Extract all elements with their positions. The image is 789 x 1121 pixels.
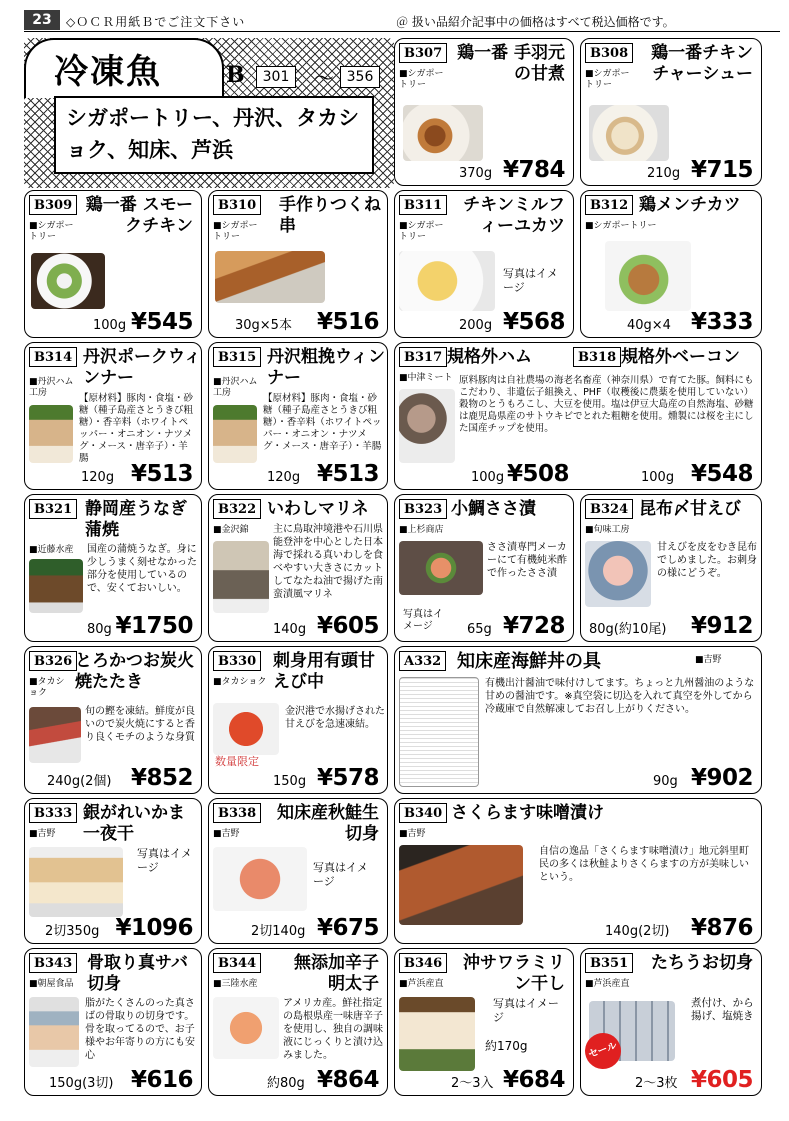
price: ¥616 bbox=[130, 1067, 193, 1093]
maker-label: ■吉野 bbox=[213, 829, 240, 839]
image-note: 写真はイメージ bbox=[313, 861, 368, 888]
product-code: B326 bbox=[29, 651, 77, 671]
product-name: 鶏一番 手羽元の甘煮 bbox=[457, 43, 565, 84]
product-name: 静岡産うなぎ蒲焼 bbox=[85, 499, 187, 540]
maker-label: ■吉野 bbox=[399, 829, 426, 839]
quantity: 2切140g bbox=[251, 924, 306, 939]
quantity: 120g bbox=[267, 470, 301, 485]
maker-label: ■金沢錦 bbox=[213, 525, 249, 535]
product-name: 知床産海鮮丼の具 bbox=[457, 651, 601, 672]
product-photo bbox=[399, 997, 475, 1071]
product-name: 昆布〆甘えび bbox=[639, 499, 741, 519]
sale-badge: セール bbox=[580, 1028, 626, 1074]
product-photo bbox=[213, 541, 269, 613]
price: ¥578 bbox=[316, 765, 379, 791]
price: ¥513 bbox=[316, 461, 379, 487]
product-name: 手作りつくね串 bbox=[279, 195, 381, 236]
product-code: B314 bbox=[29, 347, 77, 367]
price: ¥1750 bbox=[115, 613, 193, 639]
product-card[interactable] bbox=[208, 190, 388, 338]
quantity: 100g bbox=[471, 470, 505, 485]
product-name: 骨取り真サバ切身 bbox=[87, 953, 188, 994]
product-name: 刺身用有頭甘えび中 bbox=[273, 651, 375, 692]
quantity: 2～3入 bbox=[451, 1076, 494, 1091]
price: ¥864 bbox=[316, 1067, 379, 1093]
product-description: 甘えびを皮をむき昆布でしめました。お刺身の様にどうぞ。 bbox=[657, 542, 757, 579]
product-code: B311 bbox=[399, 195, 447, 215]
price: ¥333 bbox=[690, 309, 753, 335]
quantity: 150g(3切) bbox=[49, 1076, 114, 1091]
product-card[interactable] bbox=[208, 646, 388, 794]
maker-list: シガポートリー、丹沢、タカショク、知床、芦浜 bbox=[54, 96, 374, 174]
product-description: 旬の鰹を凍結。鮮度が良いので炭火焼にすると香り良くモチのような身質 bbox=[85, 706, 195, 743]
product-card[interactable] bbox=[208, 798, 388, 944]
price: ¥728 bbox=[502, 613, 565, 639]
maker-label: ■シガポートリー bbox=[585, 69, 630, 90]
product-card[interactable] bbox=[394, 190, 574, 338]
ocr-note: ◇ＯＣＲ用紙Ｂでご注文下さい bbox=[66, 15, 246, 29]
weight-note: 約170g bbox=[485, 1039, 528, 1053]
quantity: 100g bbox=[641, 470, 675, 485]
product-card[interactable] bbox=[24, 342, 202, 490]
maker-label: ■朝屋食品 bbox=[29, 979, 74, 989]
limited-quantity-note: 数量限定 bbox=[215, 755, 259, 768]
quantity: 2～3枚 bbox=[635, 1076, 678, 1091]
product-description: 原料豚肉は自社農場の海老名畜産（神奈川県）で育てた豚。飼料にもこだわり、非遺伝子組換え、PHF（収穫後に農薬を使用していない）穀物のとうもろこし、大豆を使用。塩は伊豆大島産の自然海塩、砂糖は鹿児島県産のサトウキビでとれた粗糖を使用。燻製には桜を主にした国産チップを使用。 bbox=[459, 375, 754, 434]
quantity: 80g(約10尾) bbox=[589, 622, 667, 637]
product-code: B321 bbox=[29, 499, 77, 519]
maker-label: ■旬味工房 bbox=[585, 525, 630, 535]
product-code: B322 bbox=[213, 499, 261, 519]
price: ¥876 bbox=[690, 915, 753, 941]
product-photo bbox=[31, 253, 105, 309]
quantity: 140g(2切) bbox=[605, 924, 670, 939]
product-code: B310 bbox=[213, 195, 261, 215]
product-code: B330 bbox=[213, 651, 261, 671]
code-from: 301 bbox=[256, 66, 296, 88]
product-photo bbox=[215, 251, 325, 303]
product-card[interactable] bbox=[208, 948, 388, 1096]
product-name: 丹沢ポークウィンナー bbox=[83, 347, 201, 388]
quantity: 30g×5本 bbox=[235, 318, 292, 333]
product-name: 銀がれいかま一夜干 bbox=[83, 803, 185, 844]
quantity: 150g bbox=[273, 774, 307, 789]
maker-label: ■吉野 bbox=[695, 655, 722, 665]
price: ¥513 bbox=[130, 461, 193, 487]
image-note: 写真はイメージ bbox=[403, 609, 443, 632]
product-photo bbox=[399, 389, 455, 463]
quantity: 240g(2個) bbox=[47, 774, 112, 789]
maker-label: ■シガポートリー bbox=[399, 221, 444, 242]
product-name: チキンミルフィーユカツ bbox=[463, 195, 565, 236]
code-letter: B bbox=[226, 62, 245, 88]
product-code: B309 bbox=[29, 195, 77, 215]
product-code: B351 bbox=[585, 953, 633, 973]
maker-label: ■上杉商店 bbox=[399, 525, 444, 535]
maker-label: ■シガポートリー bbox=[585, 221, 657, 231]
product-card[interactable] bbox=[208, 342, 388, 490]
maker-label: ■三陸水産 bbox=[213, 979, 258, 989]
product-photo bbox=[589, 105, 669, 161]
product-code: A332 bbox=[399, 651, 446, 671]
price: ¥715 bbox=[690, 157, 753, 183]
product-name: たちうお切身 bbox=[651, 953, 753, 973]
product-code: B312 bbox=[585, 195, 633, 215]
product-name: 鶏一番 スモークチキン bbox=[85, 195, 193, 236]
maker-label: ■タカショク bbox=[213, 677, 267, 687]
product-code: B307 bbox=[399, 43, 447, 63]
product-photo bbox=[29, 405, 73, 463]
maker-label: ■タカショク bbox=[29, 677, 65, 698]
quantity: 40g×4 bbox=[627, 318, 671, 333]
product-card[interactable] bbox=[580, 948, 762, 1096]
product-card[interactable] bbox=[24, 190, 202, 338]
quantity: 210g bbox=[647, 166, 681, 181]
product-name: 知床産秋鮭生切身 bbox=[277, 803, 379, 844]
product-card[interactable] bbox=[580, 190, 762, 338]
product-description: 【原材料】豚肉・食塩・砂糖（種子島産さとうきび粗糖）・香辛料（ホワイトペッパー・オニオン・ナツメグ・メース・唐辛子）・羊腸 bbox=[263, 393, 382, 452]
product-photo bbox=[29, 847, 123, 917]
product-photo bbox=[213, 997, 279, 1059]
product-card[interactable] bbox=[24, 494, 202, 642]
product-photo bbox=[29, 997, 79, 1067]
price-note: ＠ 扱い品紹介記事中の価格はすべて税込価格です。 bbox=[396, 15, 675, 29]
product-description: 金沢港で水揚げされた甘えびを急速凍結。 bbox=[285, 706, 385, 730]
product-code: B344 bbox=[213, 953, 261, 973]
product-name: いわしマリネ bbox=[267, 499, 369, 519]
product-card[interactable] bbox=[394, 646, 762, 794]
product-name: 小鯛ささ漬 bbox=[451, 499, 536, 519]
price: ¥605 bbox=[690, 1067, 753, 1093]
maker-label: ■丹沢ハム工房 bbox=[213, 377, 258, 398]
price: ¥852 bbox=[130, 765, 193, 791]
code-tilde: ～ bbox=[314, 66, 334, 90]
product-card[interactable] bbox=[580, 38, 762, 186]
image-note: 写真はイメージ bbox=[493, 997, 559, 1024]
product-photo bbox=[403, 105, 483, 161]
product-card[interactable] bbox=[394, 948, 574, 1096]
price: ¥902 bbox=[690, 765, 753, 791]
product-photo bbox=[29, 707, 81, 763]
product-name: 丹沢粗挽ウィンナー bbox=[267, 347, 385, 388]
top-bar bbox=[24, 10, 780, 32]
product-card[interactable] bbox=[394, 38, 574, 186]
product-description: 主に鳥取沖境港や石川県能登沖を中心とした日本海で採れる真いわしを食べやすい大きさにカットしてなたね油で揚げた南蛮漬風マリネ bbox=[273, 524, 383, 600]
product-name: 規格外ベーコン bbox=[621, 347, 740, 367]
product-card[interactable] bbox=[24, 948, 202, 1096]
quantity: 200g bbox=[459, 318, 493, 333]
product-code: B338 bbox=[213, 803, 261, 823]
product-description: 脂がたくさんのった真さばの骨取りの切身です。骨を取ってるので、お子様やお年寄りの方にも安心 bbox=[85, 998, 195, 1061]
product-label-photo bbox=[399, 677, 479, 787]
price: ¥912 bbox=[690, 613, 753, 639]
product-photo bbox=[213, 405, 257, 463]
product-card[interactable] bbox=[24, 798, 202, 944]
product-name: 鶏一番チキンチャーシュー bbox=[651, 43, 753, 84]
product-photo bbox=[399, 251, 495, 311]
product-code: B343 bbox=[29, 953, 77, 973]
product-photo bbox=[399, 845, 523, 925]
product-name: 無添加辛子明太子 bbox=[294, 953, 379, 994]
product-photo bbox=[605, 241, 691, 311]
product-name: とろかつお炭火焼たたき bbox=[75, 651, 194, 692]
quantity: 90g bbox=[653, 774, 678, 789]
product-card[interactable] bbox=[208, 494, 388, 642]
price: ¥684 bbox=[502, 1067, 565, 1093]
quantity: 80g bbox=[87, 622, 112, 637]
maker-label: ■丹沢ハム工房 bbox=[29, 377, 74, 398]
product-code: B333 bbox=[29, 803, 77, 823]
product-description: 煮付け、から揚げ、塩焼き bbox=[691, 997, 754, 1022]
product-card[interactable] bbox=[394, 342, 762, 490]
page-number: 23 bbox=[24, 10, 60, 30]
product-code: B317 bbox=[399, 347, 447, 367]
quantity: 140g bbox=[273, 622, 307, 637]
quantity: 約80g bbox=[267, 1076, 305, 1091]
product-name: 規格外ハム bbox=[447, 347, 532, 367]
quantity: 2切350g bbox=[45, 924, 100, 939]
product-description: 有機出汁醤油で味付けしてます。ちょっと九州醤油のような甘めの醤油です。※真空袋に切込を入れて真空を外してから冷蔵庫で自然解凍してお召し上がりください。 bbox=[485, 678, 755, 715]
price: ¥548 bbox=[690, 461, 753, 487]
price: ¥508 bbox=[506, 461, 569, 487]
image-note: 写真はイメージ bbox=[503, 267, 558, 294]
product-description: 【原材料】豚肉・食塩・砂糖（種子島産さとうきび粗糖）・香辛料（ホワイトペッパー・オニオン・ナツメグ・メース・唐辛子）・羊腸 bbox=[79, 393, 194, 464]
price: ¥1096 bbox=[115, 915, 193, 941]
quantity: 65g bbox=[467, 622, 492, 637]
maker-label: ■シガポートリー bbox=[29, 221, 74, 242]
quantity: 120g bbox=[81, 470, 115, 485]
maker-label: ■吉野 bbox=[29, 829, 56, 839]
maker-label: ■芦浜産直 bbox=[585, 979, 630, 989]
product-photo bbox=[213, 847, 307, 911]
product-card[interactable] bbox=[24, 646, 202, 794]
price: ¥516 bbox=[316, 309, 379, 335]
product-photo bbox=[213, 703, 279, 755]
product-code: B346 bbox=[399, 953, 447, 973]
maker-label: ■シガポートリー bbox=[213, 221, 258, 242]
maker-label: ■芦浜産直 bbox=[399, 979, 444, 989]
product-name: 沖サワラミリン干し bbox=[463, 953, 565, 994]
product-code: B324 bbox=[585, 499, 633, 519]
product-code: B315 bbox=[213, 347, 261, 367]
product-card[interactable] bbox=[580, 494, 762, 642]
quantity: 100g bbox=[93, 318, 127, 333]
product-card[interactable] bbox=[394, 494, 574, 642]
product-code: B318 bbox=[573, 347, 621, 367]
image-note: 写真はイメージ bbox=[137, 847, 192, 874]
maker-label: ■中津ミート bbox=[399, 373, 453, 383]
price: ¥605 bbox=[316, 613, 379, 639]
product-card[interactable] bbox=[394, 798, 762, 944]
product-description: ささ漬専門メーカーにて有機純米酢で作ったささ漬 bbox=[487, 542, 567, 579]
product-code: B323 bbox=[399, 499, 447, 519]
product-description: 国産の蒲焼うなぎ。身に少しうまく刻せなかった部分を使用しているので、安くておいしい。 bbox=[87, 544, 197, 594]
section-header bbox=[24, 38, 394, 188]
product-name: 鶏メンチカツ bbox=[639, 195, 741, 215]
product-code: B340 bbox=[399, 803, 447, 823]
maker-label: ■シガポートリー bbox=[399, 69, 444, 90]
price: ¥568 bbox=[502, 309, 565, 335]
product-code: B308 bbox=[585, 43, 633, 63]
product-photo bbox=[585, 541, 651, 607]
product-photo bbox=[399, 541, 483, 595]
price: ¥545 bbox=[130, 309, 193, 335]
product-description: 自信の逸品「さくらます味噌漬け」地元斜里町民の多くは秋鮭よりさくらますの方が美味しいという。 bbox=[539, 846, 749, 883]
section-title: 冷凍魚 bbox=[54, 52, 162, 92]
price: ¥675 bbox=[316, 915, 379, 941]
maker-label: ■近藤水産 bbox=[29, 545, 74, 555]
code-to: 356 bbox=[340, 66, 380, 88]
price: ¥784 bbox=[502, 157, 565, 183]
product-description: アメリカ産。鮮社指定の島根県産一味唐辛子を使用し、独自の調味液にじっくりと漬け込みました。 bbox=[283, 998, 383, 1061]
quantity: 370g bbox=[459, 166, 493, 181]
product-name: さくらます味噌漬け bbox=[451, 803, 604, 823]
product-photo bbox=[29, 559, 83, 613]
